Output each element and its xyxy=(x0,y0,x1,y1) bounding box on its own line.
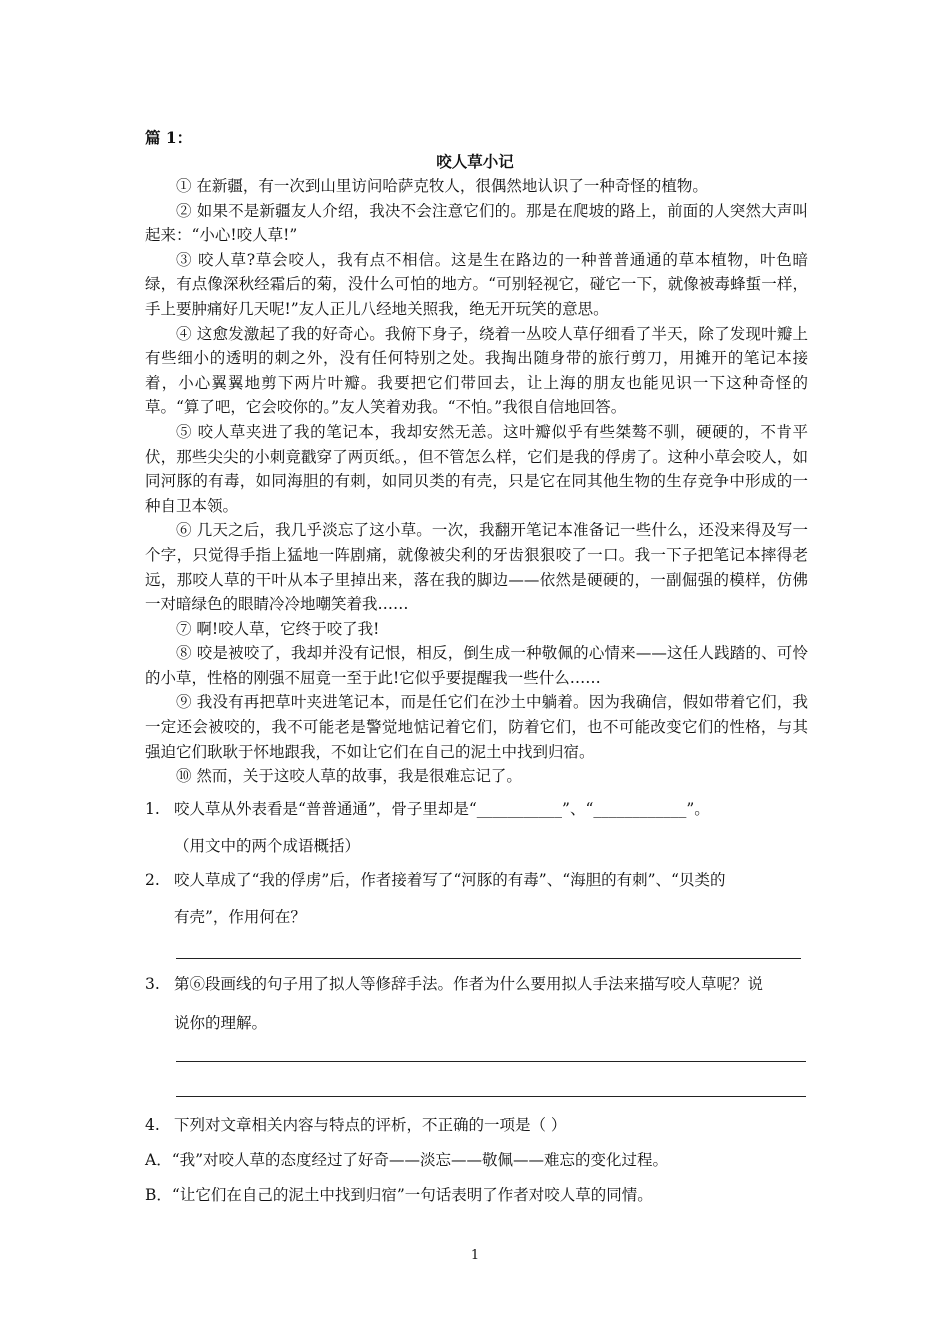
article-paragraph: ⑧ 咬是被咬了，我却并没有记恨，相反，倒生成一种敬佩的心情来——这任人践踏的、可怜的小草，性格的刚强不屈竟一至于此!它似乎要提醒我一些什么…… xyxy=(145,644,808,687)
question-number: 1. xyxy=(145,800,160,818)
article-paragraph: ⑤ 咬人草夹进了我的笔记本，我却安然无恙。这叶瓣似乎有些桀骜不驯，硬硬的，不肯平伏，那些尖尖的小刺竟戳穿了两页纸。，但不管怎么样，它们是我的俘虏了。这种小草会咬人，如同河豚的有毒，如同海胆的有刺，如同贝类的有壳，只是它在同其他生物的生存竞争中形成的一种自卫本领。 xyxy=(145,422,808,515)
article-paragraph: ⑥ 几天之后，我几乎淡忘了这小草。一次，我翻开笔记本准备记一些什么，还没来得及写一个字，只觉得手指上猛地一阵剧痛，就像被尖利的牙齿狠狠咬了一口。我一下子把笔记本摔得老远，那咬人草的干叶从本子里掉出来，落在我的脚边——依然是硬硬的，一副倔强的模样，仿佛一对暗绿色的眼睛冷冷地嘲笑着我…… xyxy=(145,521,808,614)
article-paragraph: ① 在新疆，有一次到山里访问哈萨克牧人，很偶然地认识了一种奇怪的植物。 xyxy=(176,177,708,195)
page-number: 1 xyxy=(470,1248,480,1263)
question-text-continued: 说你的理解。 xyxy=(174,1014,268,1032)
question-text: 第⑥段画线的句子用了拟人等修辞手法。作者为什么要用拟人手法来描写咬人草呢？说 xyxy=(174,975,764,993)
option-a: A．“我”对咬人草的态度经过了好奇——淡忘——敬佩——难忘的变化过程。 xyxy=(145,1151,669,1169)
article-paragraph: ③ 咬人草?草会咬人，我有点不相信。这是生在路边的一种普普通通的草本植物，叶色暗绿，有点像深秋经霜后的菊，没什么可怕的地方。“可别轻视它，碰它一下，就像被毒蜂蜇一样，手上要肿痛好几天呢!”友人正儿八经地关照我，绝无开玩笑的意思。 xyxy=(145,250,808,318)
answer-line-q3-1[interactable] xyxy=(176,1061,806,1062)
question-text-continued: 有壳”，作用何在？ xyxy=(174,908,306,926)
article-paragraph: ② 如果不是新疆友人介绍，我决不会注意它们的。那是在爬坡的路上，前面的人突然大声叫起来：“小心!咬人草!” xyxy=(145,201,808,245)
article-paragraph: ⑦ 啊!咬人草，它终于咬了我! xyxy=(176,619,380,638)
question-text: 下列对文章相关内容与特点的评析，不正确的一项是（ ） xyxy=(174,1116,567,1134)
article-body xyxy=(145,174,808,789)
question-number: 2. xyxy=(145,871,160,889)
article-paragraph: ⑩ 然而，关于这咬人草的故事，我是很难忘记了。 xyxy=(176,767,522,786)
question-number: 4. xyxy=(145,1116,160,1134)
article-paragraph: ④ 这愈发激起了我的好奇心。我俯下身子，绕着一丛咬人草仔细看了半天，除了发现叶瓣上有些细小的透明的刺之外，没有任何特别之处。我掏出随身带的旅行剪刀，用摊开的笔记本接着，小心翼翼地剪下两片叶瓣。我要把它们带回去，让上海的朋友也能见识一下这种奇怪的草。“算了吧，它会咬你的。”友人笑着劝我。“不怕。”我很自信地回答。 xyxy=(145,324,808,417)
answer-line-q3-2[interactable] xyxy=(176,1096,806,1097)
question-text: 咬人草成了“我的俘虏”后，作者接着写了“河豚的有毒”、“海胆的有刺”、“贝类的 xyxy=(174,871,726,889)
article-title: 咬人草小记 xyxy=(436,152,514,171)
option-b: B．“让它们在自己的泥土中找到归宿”一句话表明了作者对咬人草的同情。 xyxy=(145,1186,653,1204)
question-note: （用文中的两个成语概括） xyxy=(174,837,361,855)
article-paragraph: ⑨ 我没有再把草叶夹进笔记本，而是任它们在沙土中躺着。因为我确信，假如带着它们，我一定还会被咬的，我不可能老是警觉地惦记着它们，防着它们，也不可能改变它们的性格，与其强迫它们耿耿于怀地跟我，不如让它们在自己的泥土中找到归宿。 xyxy=(145,693,808,761)
question-text: 咬人草从外表看是“普普通通”，骨子里却是“___________”、“____________”。 xyxy=(174,800,710,818)
answer-line-q2[interactable] xyxy=(176,958,801,959)
question-number: 3. xyxy=(145,975,160,993)
section-label: 篇 1： xyxy=(145,128,193,147)
